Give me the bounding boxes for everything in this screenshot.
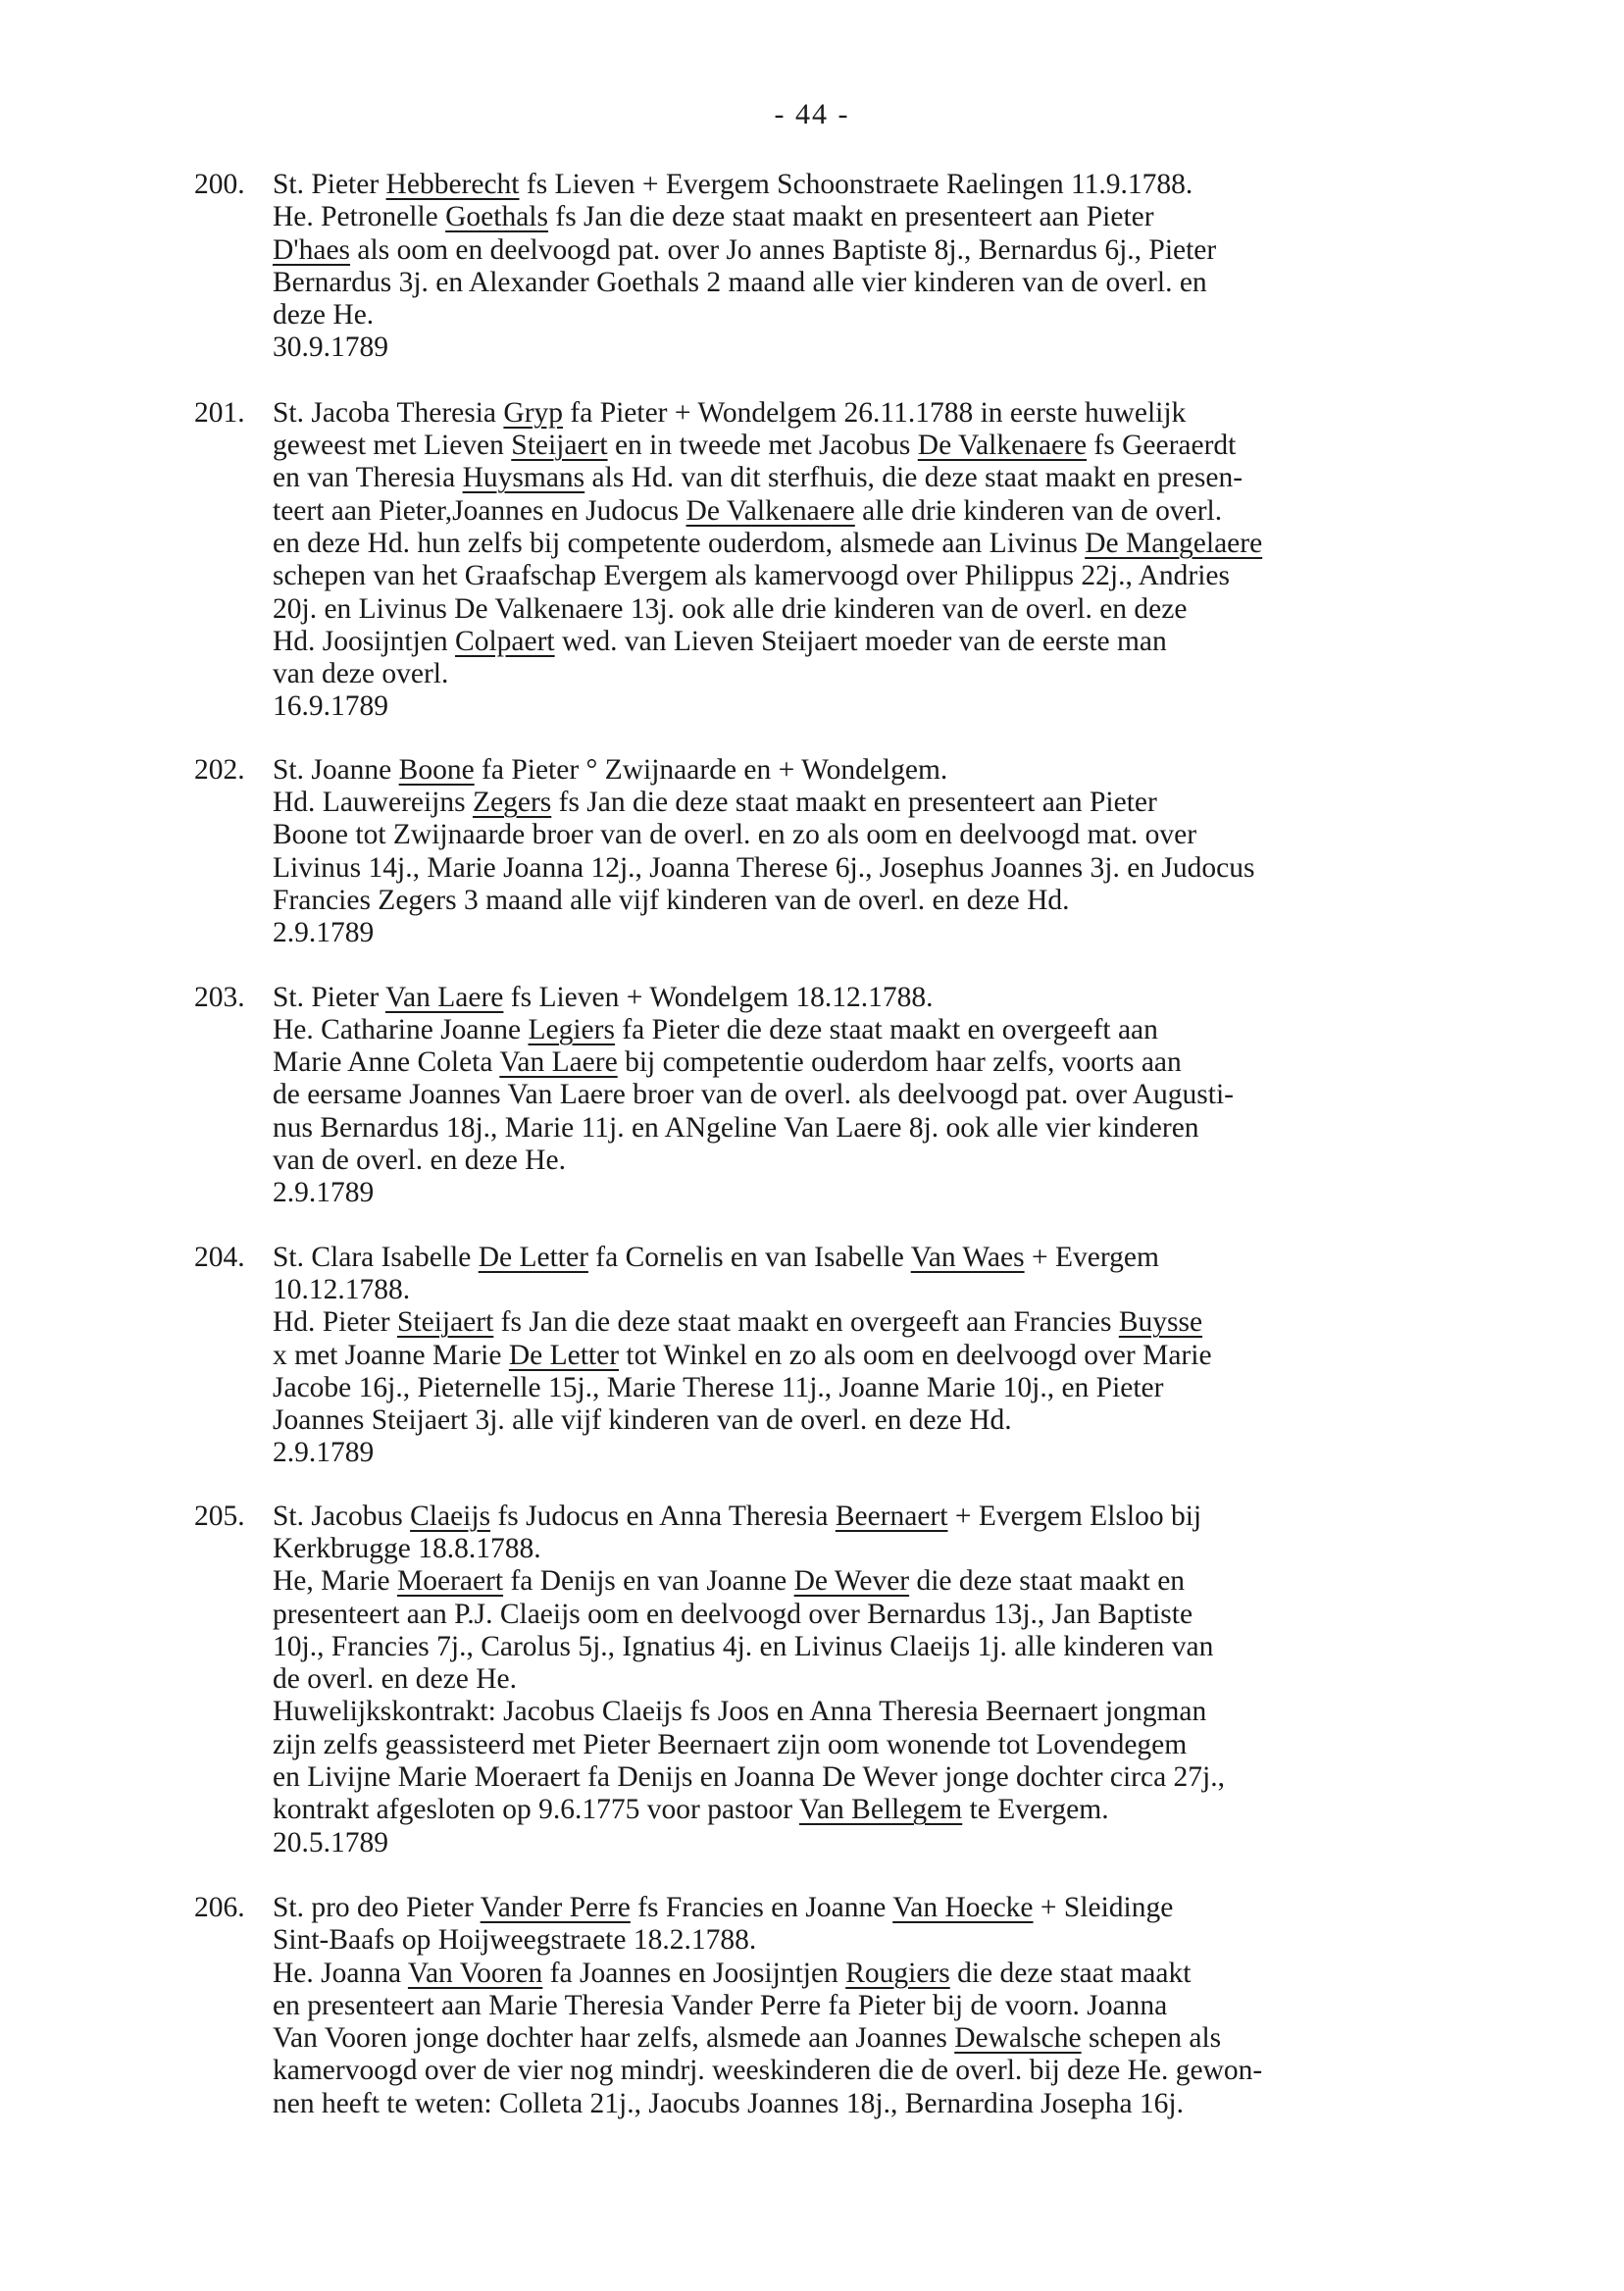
text-segment: Francies Zegers 3 maand alle vijf kinderen van de overl. en deze Hd.	[273, 884, 1070, 916]
entry-line	[273, 430, 1567, 462]
text-segment: He, Marie	[273, 1565, 397, 1598]
entry-line	[273, 982, 1567, 1014]
underlined-surname: Steijaert	[397, 1306, 494, 1339]
entry-line	[273, 1145, 1567, 1177]
entry-number: 201.	[194, 396, 245, 429]
text-segment: fa Joannes en Joosijntjen	[542, 1957, 846, 1989]
underlined-surname: Van Bellegem	[798, 1794, 963, 1826]
underlined-surname: De Letter	[478, 1241, 588, 1273]
text-segment: als oom en deelvoogd pat. over Jo annes Baptiste 8j., Bernardus 6j., Pieter	[350, 233, 1217, 266]
text-segment: 2.9.1789	[273, 1177, 375, 1209]
text-segment: Joannes Steijaert 3j. alle vijf kinderen van de overl. en deze Hd.	[273, 1404, 1012, 1437]
entry-line	[273, 1014, 1567, 1046]
underlined-surname: Huysmans	[462, 462, 585, 494]
entry-line	[273, 1565, 1567, 1598]
text-segment: Sint-Baafs op Hoijweegstraete 18.2.1788.	[273, 1924, 757, 1957]
text-segment: fs Geeraerdt	[1087, 430, 1237, 462]
text-segment: fa Pieter + Wondelgem 26.11.1788 in eerste huwelijk	[563, 396, 1187, 429]
text-segment: 10j., Francies 7j., Carolus 5j., Ignatius 4j. en Livinus Claeijs 1j. alle kinderen van	[273, 1630, 1214, 1662]
text-segment: deze He.	[273, 299, 375, 331]
text-segment: He. Joanna	[273, 1957, 408, 1989]
text-segment: en Livijne Marie Moeraert fa Denijs en Joanna De Wever jonge dochter circa 27j.,	[273, 1761, 1226, 1794]
underlined-surname: Buysse	[1118, 1306, 1203, 1339]
text-segment: St. Pieter	[273, 981, 386, 1013]
text-segment: en van Theresia	[273, 462, 463, 494]
text-segment: presenteert aan P.J. Claeijs oom en deelvoogd over Bernardus 13j., Jan Baptiste	[273, 1598, 1193, 1630]
text-segment: 20.5.1789	[273, 1826, 388, 1858]
text-segment: die deze staat maakt	[949, 1957, 1192, 1989]
entry-line	[273, 2022, 1567, 2055]
underlined-surname: De Mangelaere	[1085, 527, 1263, 559]
text-segment: geweest met Lieven	[273, 430, 512, 462]
entry-line	[273, 1631, 1567, 1663]
entry-line	[273, 2055, 1567, 2087]
text-segment: nen heeft te weten: Colleta 21j., Jaocubs Joannes 18j., Bernardina Josepha 16j.	[273, 2087, 1185, 2119]
entry-line	[273, 1046, 1567, 1079]
text-segment: Huwelijkskontrakt: Jacobus Claeijs fs Joos en Anna Theresia Beernaert jongman	[273, 1696, 1207, 1728]
underlined-surname: Beernaert	[835, 1500, 948, 1532]
entry-line	[273, 267, 1567, 299]
underlined-surname: Claeijs	[410, 1500, 491, 1532]
text-segment: fs Judocus en Anna Theresia	[490, 1500, 836, 1532]
entry-line	[273, 787, 1567, 819]
register-entry	[194, 982, 1567, 1210]
text-segment: Van Vooren jonge dochter haar zelfs, alsmede aan Joannes	[273, 2022, 955, 2055]
underlined-surname: De Letter	[508, 1339, 620, 1371]
underlined-surname: Vander Perre	[480, 1891, 631, 1923]
text-segment: x met Joanne Marie	[273, 1339, 509, 1371]
entry-number: 204.	[194, 1241, 245, 1273]
entry-list	[194, 169, 1567, 2120]
text-segment: Bernardus 3j. en Alexander Goethals 2 maand alle vier kinderen van de overl. en	[273, 266, 1207, 298]
text-segment: Livinus 14j., Marie Joanna 12j., Joanna Therese 6j., Josephus Joannes 3j. en Judocus	[273, 851, 1255, 884]
entry-line	[273, 1242, 1567, 1274]
entry-number: 203.	[194, 981, 245, 1013]
underlined-surname: Steijaert	[511, 430, 608, 462]
underlined-surname: Van Vooren	[407, 1957, 543, 1989]
entry-line	[273, 495, 1567, 528]
text-segment: fa Pieter die deze staat maakt en overgeeft aan	[614, 1013, 1158, 1045]
entry-line	[273, 1340, 1567, 1372]
text-segment: St. Joanne	[273, 753, 399, 786]
entry-line	[273, 1892, 1567, 1924]
text-segment: fs Francies en Joanne	[630, 1891, 893, 1923]
entry-line	[273, 234, 1567, 267]
text-segment: fa Pieter ° Zwijnaarde en + Wondelgem.	[474, 753, 948, 786]
text-segment: 20j. en Livinus De Valkenaere 13j. ook alle drie kinderen van de overl. en deze	[273, 592, 1188, 625]
text-segment: St. pro deo Pieter	[273, 1891, 481, 1923]
text-segment: die deze staat maakt en	[909, 1565, 1186, 1598]
entry-line	[273, 690, 1567, 723]
text-segment: + Evergem Elsloo bij	[947, 1500, 1202, 1532]
entry-line	[273, 1696, 1567, 1728]
text-segment: fs Jan die deze staat maakt en presenteert aan Pieter	[548, 201, 1154, 233]
register-entry	[194, 1501, 1567, 1859]
underlined-surname: D'haes	[273, 233, 351, 266]
text-segment: 10.12.1788.	[273, 1273, 411, 1305]
text-segment: de eersame Joannes Van Laere broer van de overl. als deelvoogd pat. over Augusti-	[273, 1079, 1234, 1111]
underlined-surname: Hebberecht	[385, 169, 520, 200]
text-segment: van de overl. en deze He.	[273, 1145, 566, 1177]
text-segment: fs Jan die deze staat maakt en presenteert aan Pieter	[551, 787, 1157, 819]
entry-line	[273, 1306, 1567, 1339]
entry-line	[273, 299, 1567, 331]
text-segment: alle drie kinderen van de overl.	[854, 494, 1223, 527]
text-segment: + Evergem	[1024, 1241, 1159, 1273]
underlined-surname: Rougiers	[845, 1957, 950, 1989]
text-segment: schepen van het Graafschap Evergem als kamervoogd over Philippus 22j., Andries	[273, 560, 1230, 592]
text-segment: Hd. Lauwereijns	[273, 787, 473, 819]
text-segment: van deze overl.	[273, 658, 449, 690]
entry-line	[273, 917, 1567, 949]
entry-line	[273, 1079, 1567, 1111]
entry-line	[273, 1794, 1567, 1826]
underlined-surname: Gryp	[503, 396, 564, 429]
underlined-surname: De Wever	[793, 1565, 910, 1598]
text-segment: kamervoogd over de vier nog mindrj. weeskinderen die de overl. bij deze He. gewon-	[273, 2055, 1263, 2087]
entry-line	[273, 2088, 1567, 2120]
entry-line	[273, 528, 1567, 560]
register-entry	[194, 1242, 1567, 1470]
entry-line	[273, 169, 1567, 201]
entry-line	[273, 1958, 1567, 1990]
entry-line	[273, 1663, 1567, 1696]
text-segment: fa Cornelis en van Isabelle	[587, 1241, 911, 1273]
text-segment: wed. van Lieven Steijaert moeder van de eerste man	[554, 625, 1167, 657]
entry-line	[273, 658, 1567, 690]
underlined-surname: Colpaert	[455, 625, 555, 657]
text-segment: fs Lieven + Wondelgem 18.12.1788.	[503, 981, 934, 1013]
entry-line	[273, 885, 1567, 917]
entry-line	[273, 1761, 1567, 1794]
text-segment: als Hd. van dit sterfhuis, die deze staat maakt en presen-	[584, 462, 1243, 494]
text-segment: te Evergem.	[962, 1794, 1109, 1826]
underlined-surname: Van Hoecke	[892, 1891, 1034, 1923]
text-segment: fs Jan die deze staat maakt en overgeeft aan Francies	[493, 1306, 1119, 1339]
underlined-surname: Zegers	[472, 787, 552, 819]
entry-line	[273, 852, 1567, 885]
entry-line	[273, 560, 1567, 592]
register-entry	[194, 1892, 1567, 2120]
entry-line	[273, 397, 1567, 430]
text-segment: de overl. en deze He.	[273, 1663, 517, 1696]
underlined-surname: De Valkenaere	[685, 494, 855, 527]
text-segment: + Sleidinge	[1033, 1891, 1174, 1923]
entry-number: 206.	[194, 1891, 245, 1923]
register-entry	[194, 754, 1567, 950]
text-segment: St. Clara Isabelle	[273, 1241, 479, 1273]
text-segment: kontrakt afgesloten op 9.6.1775 voor pastoor	[273, 1794, 799, 1826]
text-segment: 2.9.1789	[273, 1437, 375, 1469]
text-segment: bij competentie ouderdom haar zelfs, voorts aan	[617, 1046, 1182, 1079]
entry-line	[273, 1112, 1567, 1145]
text-segment: He. Catharine Joanne	[273, 1013, 529, 1045]
text-segment: Hd. Joosijntjen	[273, 625, 456, 657]
entry-number: 200.	[194, 169, 245, 200]
text-segment: Boone tot Zwijnaarde broer van de overl. en zo als oom en deelvoogd mat. over	[273, 819, 1197, 851]
entry-line	[273, 1501, 1567, 1533]
text-segment: St. Jacoba Theresia	[273, 396, 504, 429]
entry-line	[273, 201, 1567, 233]
text-segment: en deze Hd. hun zelfs bij competente ouderdom, alsmede aan Livinus	[273, 527, 1086, 559]
underlined-surname: De Valkenaere	[917, 430, 1088, 462]
text-segment: St. Pieter	[273, 169, 386, 200]
entry-line	[273, 1177, 1567, 1209]
underlined-surname: Dewalsche	[954, 2022, 1082, 2055]
entry-number: 205.	[194, 1500, 245, 1532]
text-segment: schepen als	[1081, 2022, 1222, 2055]
page-number: - 44 -	[774, 98, 850, 130]
underlined-surname: Legiers	[528, 1013, 615, 1045]
text-segment: 16.9.1789	[273, 690, 388, 723]
text-segment: teert aan Pieter,Joannes en Judocus	[273, 494, 686, 527]
entry-line	[273, 1827, 1567, 1859]
entry-line	[273, 1729, 1567, 1761]
text-segment: Marie Anne Coleta	[273, 1046, 500, 1079]
text-segment: fs Lieven + Evergem Schoonstraete Raelingen 11.9.1788.	[519, 169, 1193, 200]
entry-line	[273, 1437, 1567, 1469]
entry-line	[273, 331, 1567, 364]
text-segment: en in tweede met Jacobus	[607, 430, 918, 462]
entry-line	[273, 593, 1567, 626]
underlined-surname: Goethals	[445, 201, 548, 233]
entry-line	[273, 1924, 1567, 1957]
entry-line	[273, 626, 1567, 658]
entry-line	[273, 1372, 1567, 1404]
underlined-surname: Boone	[398, 753, 475, 786]
text-segment: Jacobe 16j., Pieternelle 15j., Marie Therese 11j., Joanne Marie 10j., en Pieter	[273, 1371, 1164, 1403]
text-segment: fa Denijs en van Joanne	[503, 1565, 794, 1598]
text-segment: nus Bernardus 18j., Marie 11j. en ANgeline Van Laere 8j. ook alle vier kinderen	[273, 1111, 1199, 1144]
text-segment: Hd. Pieter	[273, 1306, 397, 1339]
entry-line	[273, 1274, 1567, 1306]
entry-line	[273, 1404, 1567, 1437]
entry-line	[273, 819, 1567, 851]
entry-number: 202.	[194, 753, 245, 786]
text-segment: tot Winkel en zo als oom en deelvoogd over Marie	[619, 1339, 1212, 1371]
underlined-surname: Van Waes	[910, 1241, 1025, 1273]
text-segment: 30.9.1789	[273, 331, 388, 364]
entry-line	[273, 1533, 1567, 1565]
register-entry	[194, 169, 1567, 365]
entry-line	[273, 462, 1567, 494]
entry-line	[273, 1599, 1567, 1631]
underlined-surname: Van Laere	[385, 981, 504, 1013]
text-segment: He. Petronelle	[273, 201, 446, 233]
text-segment: zijn zelfs geassisteerd met Pieter Beernaert zijn oom wonende tot Lovendegem	[273, 1728, 1188, 1760]
underlined-surname: Van Laere	[499, 1046, 618, 1079]
text-segment: 2.9.1789	[273, 917, 375, 949]
register-entry	[194, 397, 1567, 724]
entry-line	[273, 1990, 1567, 2022]
text-segment: St. Jacobus	[273, 1500, 411, 1532]
text-segment: en presenteert aan Marie Theresia Vander Perre fa Pieter bij de voorn. Joanna	[273, 1989, 1168, 2021]
entry-line	[273, 754, 1567, 787]
text-segment: Kerkbrugge 18.8.1788.	[273, 1532, 541, 1564]
underlined-surname: Moeraert	[396, 1565, 504, 1598]
